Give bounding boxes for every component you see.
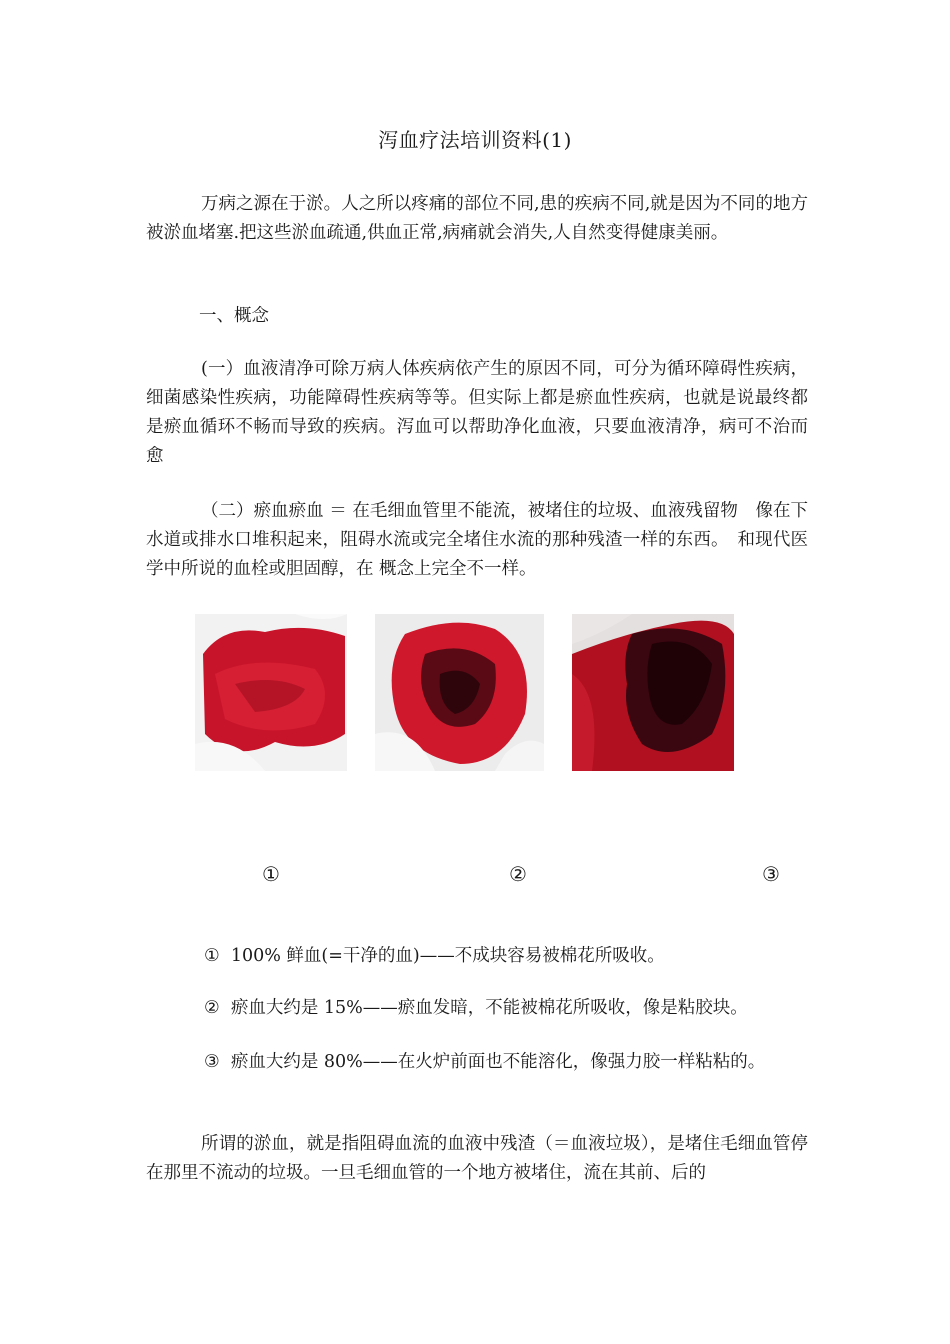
photo-partial-stasis-blood [375, 614, 544, 771]
page-title: 泻血疗法培训资料(1) [378, 128, 572, 152]
list-item [146, 994, 808, 1023]
list-item-text: 瘀血大约是 80%——在火炉前面也不能溶化，像强力胶一样粘粘的。 [230, 1052, 766, 1072]
list-item-text: 100% 鲜血(=干净的血)——不成块容易被棉花所吸收。 [230, 946, 665, 966]
list-item-mark: ② [204, 998, 220, 1018]
list-item [146, 1048, 808, 1077]
list-item-mark: ③ [204, 1052, 220, 1072]
intro-paragraph: 万病之源在于淤。人之所以疼痛的部位不同,患的疾病不同,就是因为不同的地方被淤血堵塞.把这些淤血疏通,供血正常,病痛就会消失,人自然变得健康美丽。 [146, 194, 808, 243]
closing-paragraph: 所谓的淤血，就是指阻碍血流的血液中残渣（＝血液垃圾），是堵住毛细血管停在那里不流动的垃圾。一旦毛细血管的一个地方被堵住，流在其前、后的 [146, 1134, 808, 1183]
photo-heavy-stasis-blood [572, 614, 734, 771]
figure-label-1: ① [262, 862, 280, 886]
photo-fresh-blood [195, 614, 347, 771]
concept-paragraph-1: (一）血液清净可除万病人体疾病依产生的原因不同，可分为循环障碍性疾病，细菌感染性疾病，功能障碍性疾病等等。但实际上都是瘀血性疾病，也就是说最终都是瘀血循环不畅而导致的疾病。泻血可以帮助净化血液，只要血液清净，病可不治而愈 [146, 359, 808, 466]
list-item-text: 瘀血大约是 15%——瘀血发暗，不能被棉花所吸收，像是粘胶块。 [230, 998, 748, 1018]
figure-label-2: ② [509, 862, 527, 886]
figure-label-3: ③ [762, 862, 780, 886]
section-heading: 一、概念 [199, 306, 269, 326]
list-item-mark: ① [204, 946, 220, 966]
list-item [146, 942, 808, 971]
concept-paragraph-2: （二）瘀血瘀血 ＝ 在毛细血管里不能流，被堵住的垃圾、血液残留物 像在下水道或排水口堆积起来，阻碍水流或完全堵住水流的那种残渣一样的东西。 和现代医学中所说的血栓或胆固醇，在 概念上完全不一样。 [146, 501, 808, 579]
